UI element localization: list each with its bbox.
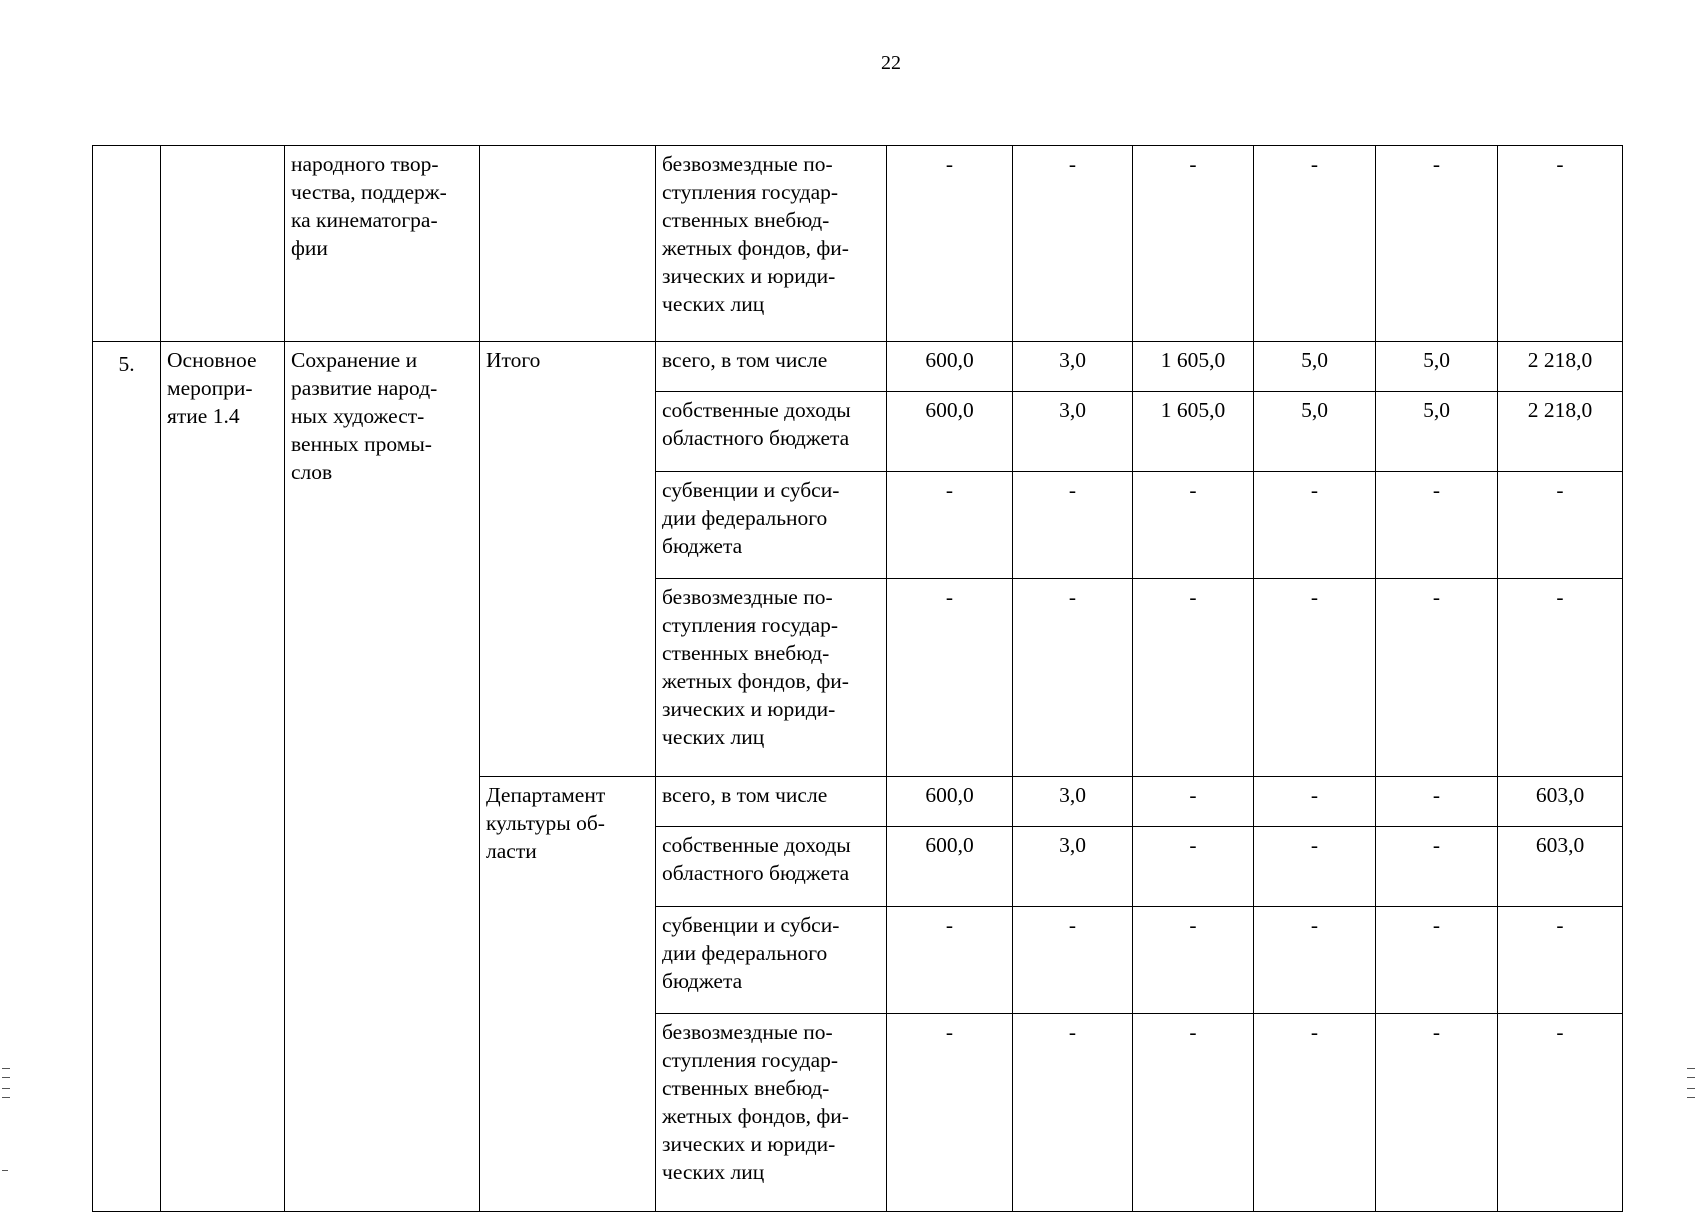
value-cell: - (1254, 579, 1376, 777)
funding-source (656, 392, 887, 472)
value-cell: - (1376, 579, 1498, 777)
value-cell: - (1254, 146, 1376, 342)
cell-empty (93, 146, 161, 342)
value-cell: 5,0 (1376, 392, 1498, 472)
value-cell: 5,0 (1254, 392, 1376, 472)
value-cell: 600,0 (887, 777, 1013, 827)
cell-empty (161, 146, 285, 342)
value-cell: - (1013, 579, 1133, 777)
value-cell: - (1013, 907, 1133, 1014)
value-cell: - (1498, 907, 1623, 1014)
value-cell: - (887, 146, 1013, 342)
value-cell: - (1498, 579, 1623, 777)
row-name-continued (285, 146, 480, 342)
value-cell: - (1133, 579, 1254, 777)
value-cell: - (887, 907, 1013, 1014)
value-cell: 600,0 (887, 827, 1013, 907)
funding-source-text: субвенции и субси- дии федерального бюджета (662, 913, 840, 993)
executor-text: Итого (486, 348, 541, 372)
value-cell: 2 218,0 (1498, 392, 1623, 472)
value-cell: - (1376, 146, 1498, 342)
executor (480, 342, 656, 777)
value-cell: 5,0 (1254, 342, 1376, 392)
value-cell: - (1254, 472, 1376, 579)
funding-source (656, 907, 887, 1014)
funding-source (656, 579, 887, 777)
table-row (93, 146, 1623, 342)
value-cell: 3,0 (1013, 777, 1133, 827)
value-cell: 603,0 (1498, 827, 1623, 907)
value-cell: - (1254, 777, 1376, 827)
value-cell: 600,0 (887, 392, 1013, 472)
value-cell: - (1376, 827, 1498, 907)
table-row (93, 342, 1623, 392)
funding-source (656, 342, 887, 392)
value-cell: 3,0 (1013, 342, 1133, 392)
funding-table (92, 145, 1623, 1212)
value-cell: 5,0 (1376, 342, 1498, 392)
value-cell: - (1013, 146, 1133, 342)
value-cell: - (1498, 1014, 1623, 1212)
funding-source-text: собственные доходы областного бюджета (662, 398, 851, 450)
funding-source-text: всего, в том числе (662, 348, 828, 372)
value-cell: - (1376, 907, 1498, 1014)
value-cell: - (1498, 472, 1623, 579)
value-cell: 1 605,0 (1133, 342, 1254, 392)
funding-source (656, 777, 887, 827)
value-cell: - (1133, 1014, 1254, 1212)
funding-source-text: всего, в том числе (662, 783, 828, 807)
value-cell: 3,0 (1013, 827, 1133, 907)
item-name-text: Сохранение и развитие народ- ных художест- венных промы- слов (291, 348, 438, 484)
row-name-text: народного твор- чества, поддерж- ка кинематогра- фии (291, 152, 447, 260)
item-type (161, 342, 285, 1212)
value-cell: - (1133, 472, 1254, 579)
funding-source-text: собственные доходы областного бюджета (662, 833, 851, 885)
value-cell: - (1254, 1014, 1376, 1212)
funding-source (656, 146, 887, 342)
value-cell: - (1376, 1014, 1498, 1212)
scan-edge-mark-right (1687, 1068, 1695, 1098)
value-cell: - (1133, 907, 1254, 1014)
value-cell: - (1376, 472, 1498, 579)
value-cell: - (887, 472, 1013, 579)
value-cell: - (1013, 472, 1133, 579)
value-cell: 603,0 (1498, 777, 1623, 827)
value-cell: - (1133, 777, 1254, 827)
scan-edge-mark-bottom (2, 1170, 8, 1171)
funding-source-text: безвозмездные по- ступления государ- ственных внебюд- жетных фондов, фи- зических и юриди- ческих лиц (662, 585, 849, 749)
funding-source-text: субвенции и субси- дии федерального бюджета (662, 478, 840, 558)
value-cell: - (887, 1014, 1013, 1212)
item-number: 5. (93, 342, 161, 1212)
scan-edge-mark-left (2, 1068, 10, 1098)
funding-source (656, 1014, 887, 1212)
executor-text: Департамент культуры об- ласти (486, 783, 606, 863)
cell-empty (480, 146, 656, 342)
value-cell: - (1133, 827, 1254, 907)
value-cell: - (1498, 146, 1623, 342)
value-cell: 3,0 (1013, 392, 1133, 472)
value-cell: - (1013, 1014, 1133, 1212)
value-cell: - (1254, 827, 1376, 907)
value-cell: 2 218,0 (1498, 342, 1623, 392)
executor (480, 777, 656, 1212)
item-type-text: Основное меропри- ятие 1.4 (167, 348, 257, 428)
value-cell: 600,0 (887, 342, 1013, 392)
item-name (285, 342, 480, 1212)
funding-source (656, 472, 887, 579)
value-cell: 1 605,0 (1133, 392, 1254, 472)
funding-source-text: безвозмездные по- ступления государ- ственных внебюд- жетных фондов, фи- зических и юриди- ческих лиц (662, 1020, 849, 1184)
value-cell: - (1376, 777, 1498, 827)
value-cell: - (887, 579, 1013, 777)
value-cell: - (1254, 907, 1376, 1014)
page-number: 22 (881, 52, 901, 74)
funding-source-text: безвозмездные по- ступления государ- ственных внебюд- жетных фондов, фи- зических и юриди- ческих лиц (662, 152, 849, 316)
value-cell: - (1133, 146, 1254, 342)
funding-source (656, 827, 887, 907)
